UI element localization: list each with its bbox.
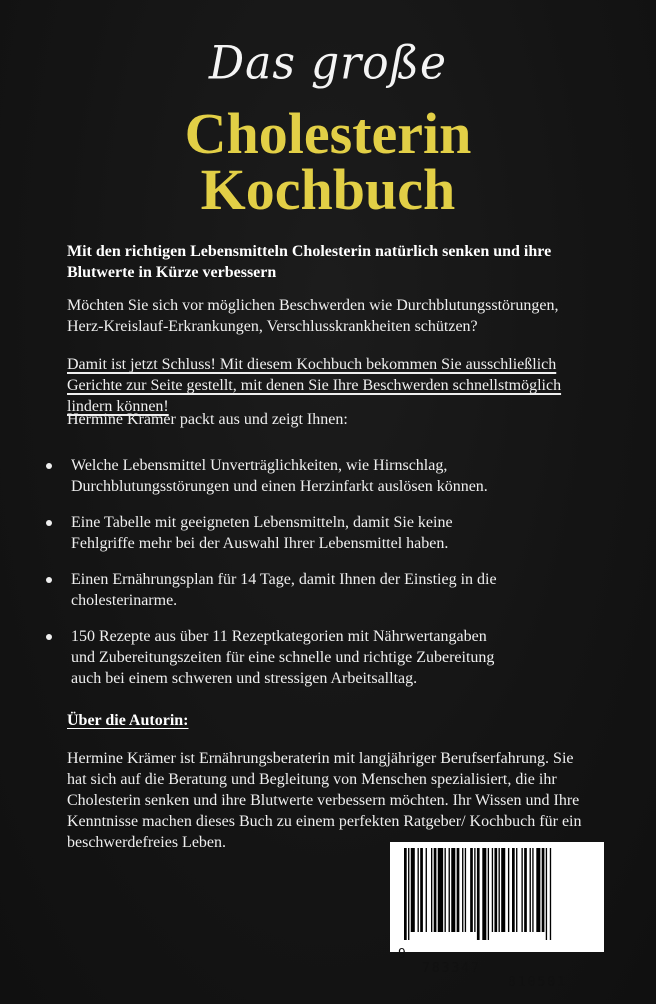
barcode-bar <box>462 848 463 932</box>
title-line-2: Kochbuch <box>200 157 456 222</box>
about-author-heading: Über die Autorin: <box>67 712 189 729</box>
feature-text: Einen Ernährungsplan für 14 Tage, damit Ihnen der Einstieg in die cholesterinarme. <box>71 571 497 609</box>
barcode-bar <box>488 848 489 940</box>
barcode-bar <box>457 848 460 932</box>
lead-text: Mit den richtigen Lebensmitteln Cholesterin natürlich senken und ihre Blutwerte in Kürze verbessern <box>67 243 552 281</box>
barcode-bar <box>449 848 450 932</box>
barcode-bar <box>408 848 409 940</box>
barcode-bar <box>445 848 446 932</box>
feature-list-item <box>43 626 513 689</box>
barcode-bar <box>516 848 517 932</box>
barcode-bar <box>524 848 527 932</box>
barcode-bar <box>536 848 540 932</box>
barcode-bar <box>508 848 509 932</box>
barcode-bar <box>431 848 432 932</box>
barcode-bar <box>434 848 437 932</box>
barcode-bar <box>499 848 500 932</box>
barcode-bar <box>530 848 531 932</box>
feature-list-item <box>43 512 513 554</box>
feature-list-item <box>43 455 513 497</box>
barcode-bar <box>438 848 443 932</box>
feature-text: Eine Tabelle mit geeigneten Lebensmitteln, damit Sie keine Fehlgriffe mehr bei der Auswahl Ihrer Lebensmittel haben. <box>71 514 453 552</box>
barcode-bar <box>512 848 515 932</box>
barcode-bar <box>477 848 480 940</box>
barcode-bar <box>482 848 486 940</box>
barcode-bar <box>501 848 505 932</box>
barcode-bar <box>550 848 551 940</box>
barcode-bar <box>420 848 423 932</box>
feature-text: Welche Lebensmittel Unverträglichkeiten, wie Hirnschlag, Durchblutungsstörungen und einen Herzinfarkt auslösen können. <box>71 457 488 495</box>
barcode-bar <box>470 848 473 932</box>
barcode-bar <box>546 848 547 940</box>
barcode-group-1: 783347 <box>422 961 481 976</box>
bullet-icon <box>46 577 52 583</box>
feature-text: 150 Rezepte aus über 11 Rezeptkategorien mit Nährwertangaben und Zubereitungszeiten für eine schnelle und richtige Zubereitung auch bei einem schweren und stressigen Arbeitsalltag. <box>71 628 495 687</box>
script-title: Das große <box>208 36 448 91</box>
bullet-icon <box>46 463 52 469</box>
barcode-group-2: 810501 <box>508 975 567 990</box>
about-author-text: Hermine Krämer ist Ernährungsberaterin mit langjähriger Berufserfahrung. Sie hat sich auf die Beratung und Begleitung von Menschen spezialisiert, die ihr Cholesterin senken und ihre Blutwerte verbessern möchten. Ihr Wissen und Ihre Kenntnisse machen dieses Buch zu einem perfekten Ratgeber/ Kochbuch für ein beschwerdefreies Leben. <box>67 750 582 851</box>
feature-list <box>43 455 513 704</box>
barcode-bar <box>494 848 497 932</box>
barcode-bar <box>492 848 493 932</box>
barcode-bar <box>465 848 466 932</box>
intro-question: Möchten Sie sich vor möglichen Beschwerden wie Durchblutungsstörungen, Herz-Kreislauf-Erkrankungen, Verschlusskrankheiten schützen? <box>67 297 559 335</box>
barcode-bar <box>411 848 415 932</box>
book-title <box>0 101 656 222</box>
barcode-bar <box>418 848 419 932</box>
title-line-1: Cholesterin <box>184 101 472 166</box>
barcode-bar <box>532 848 533 932</box>
barcode-bar <box>474 848 475 932</box>
feature-list-item <box>43 569 513 611</box>
isbn-barcode <box>390 842 604 990</box>
highlight-statement <box>67 354 597 417</box>
teaser-line: Hermine Krämer packt aus und zeigt Ihnen: <box>67 411 348 428</box>
highlight-statement-text: Damit ist jetzt Schluss! Mit diesem Kochbuch bekommen Sie ausschließlich Gerichte zur Seite gestellt, mit denen Sie Ihre Beschwerden schnellstmöglich lindern können! <box>67 356 562 415</box>
bullet-icon <box>46 634 52 640</box>
barcode-bar <box>451 848 455 932</box>
barcode-digits <box>396 934 600 1004</box>
barcode-bar <box>426 848 427 932</box>
barcode-bar <box>521 848 522 932</box>
barcode-bar <box>404 848 407 940</box>
bullet-icon <box>46 520 52 526</box>
barcode-bar <box>542 848 545 932</box>
barcode-first-digit: 9 <box>398 947 406 962</box>
